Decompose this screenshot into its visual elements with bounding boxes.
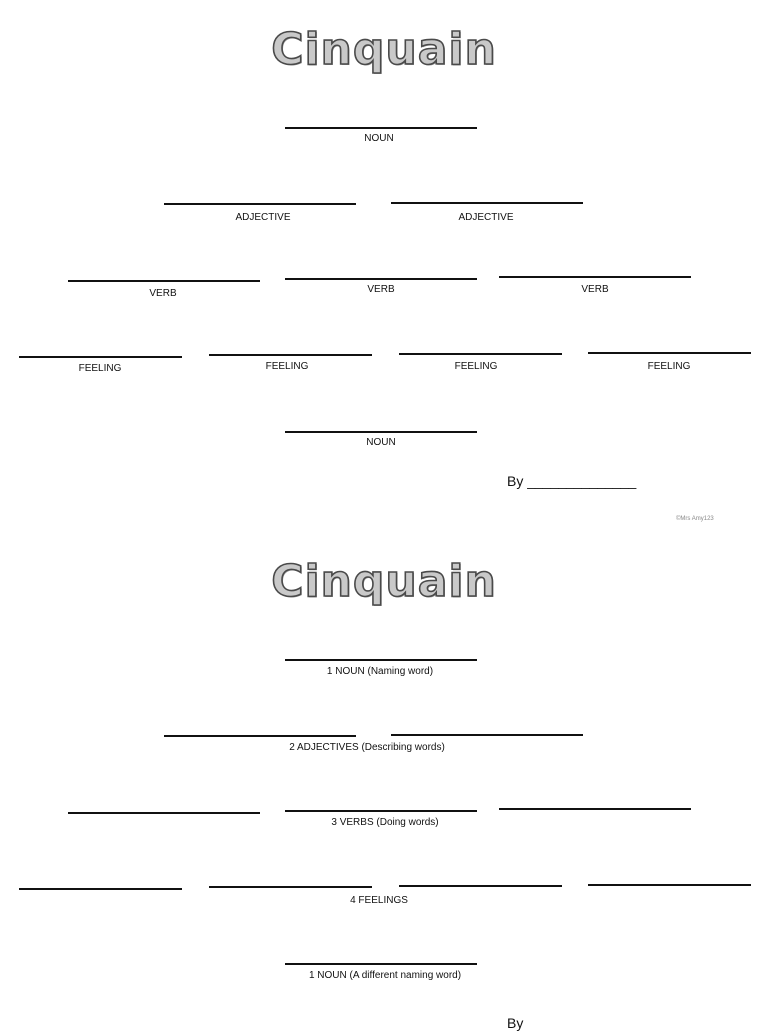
blank-line-noun xyxy=(285,659,477,661)
blank-line-adjective xyxy=(164,735,356,737)
blank-line-adjective xyxy=(391,734,583,736)
label-verbs-instruction: 3 VERBS (Doing words) xyxy=(331,817,439,828)
label-verb: VERB xyxy=(149,288,177,299)
blank-line-feeling xyxy=(19,888,182,890)
worksheet-title: Cinquain xyxy=(271,24,497,75)
label-feeling: FEELING xyxy=(78,363,122,374)
label-noun-instruction: 1 NOUN (A different naming word) xyxy=(308,970,462,981)
blank-line-adjective xyxy=(164,203,356,205)
blank-line-verb xyxy=(499,808,691,810)
blank-line-verb xyxy=(285,810,477,812)
label-feelings-instruction: 4 FEELINGS xyxy=(350,895,408,906)
label-adjectives-instruction: 2 ADJECTIVES (Describing words) xyxy=(289,742,445,753)
worksheet-title: Cinquain xyxy=(271,556,497,607)
blank-line-feeling xyxy=(19,356,182,358)
label-verb: VERB xyxy=(367,284,395,295)
blank-line-feeling xyxy=(588,884,751,886)
label-adjective: ADJECTIVE xyxy=(235,212,291,223)
copyright-note: ©Mrs Amy123 xyxy=(676,516,714,522)
blank-line-noun xyxy=(285,963,477,965)
label-verb: VERB xyxy=(581,284,609,295)
label-noun: NOUN xyxy=(364,133,394,144)
author-by-line: By ______________ xyxy=(507,473,637,489)
blank-line-feeling xyxy=(209,886,372,888)
blank-line-feeling xyxy=(399,353,562,355)
blank-line-noun xyxy=(285,431,477,433)
blank-line-noun xyxy=(285,127,477,129)
blank-line-feeling xyxy=(588,352,751,354)
label-feeling: FEELING xyxy=(265,361,309,372)
blank-line-verb xyxy=(499,276,691,278)
label-noun: NOUN xyxy=(366,437,396,448)
label-noun-instruction: 1 NOUN (Naming word) xyxy=(326,666,434,677)
blank-line-feeling xyxy=(209,354,372,356)
blank-line-adjective xyxy=(391,202,583,204)
blank-line-verb xyxy=(68,280,260,282)
blank-line-verb xyxy=(68,812,260,814)
author-by-line: By xyxy=(507,1015,524,1031)
label-feeling: FEELING xyxy=(647,361,691,372)
label-feeling: FEELING xyxy=(454,361,498,372)
label-adjective: ADJECTIVE xyxy=(458,212,514,223)
blank-line-verb xyxy=(285,278,477,280)
blank-line-feeling xyxy=(399,885,562,887)
